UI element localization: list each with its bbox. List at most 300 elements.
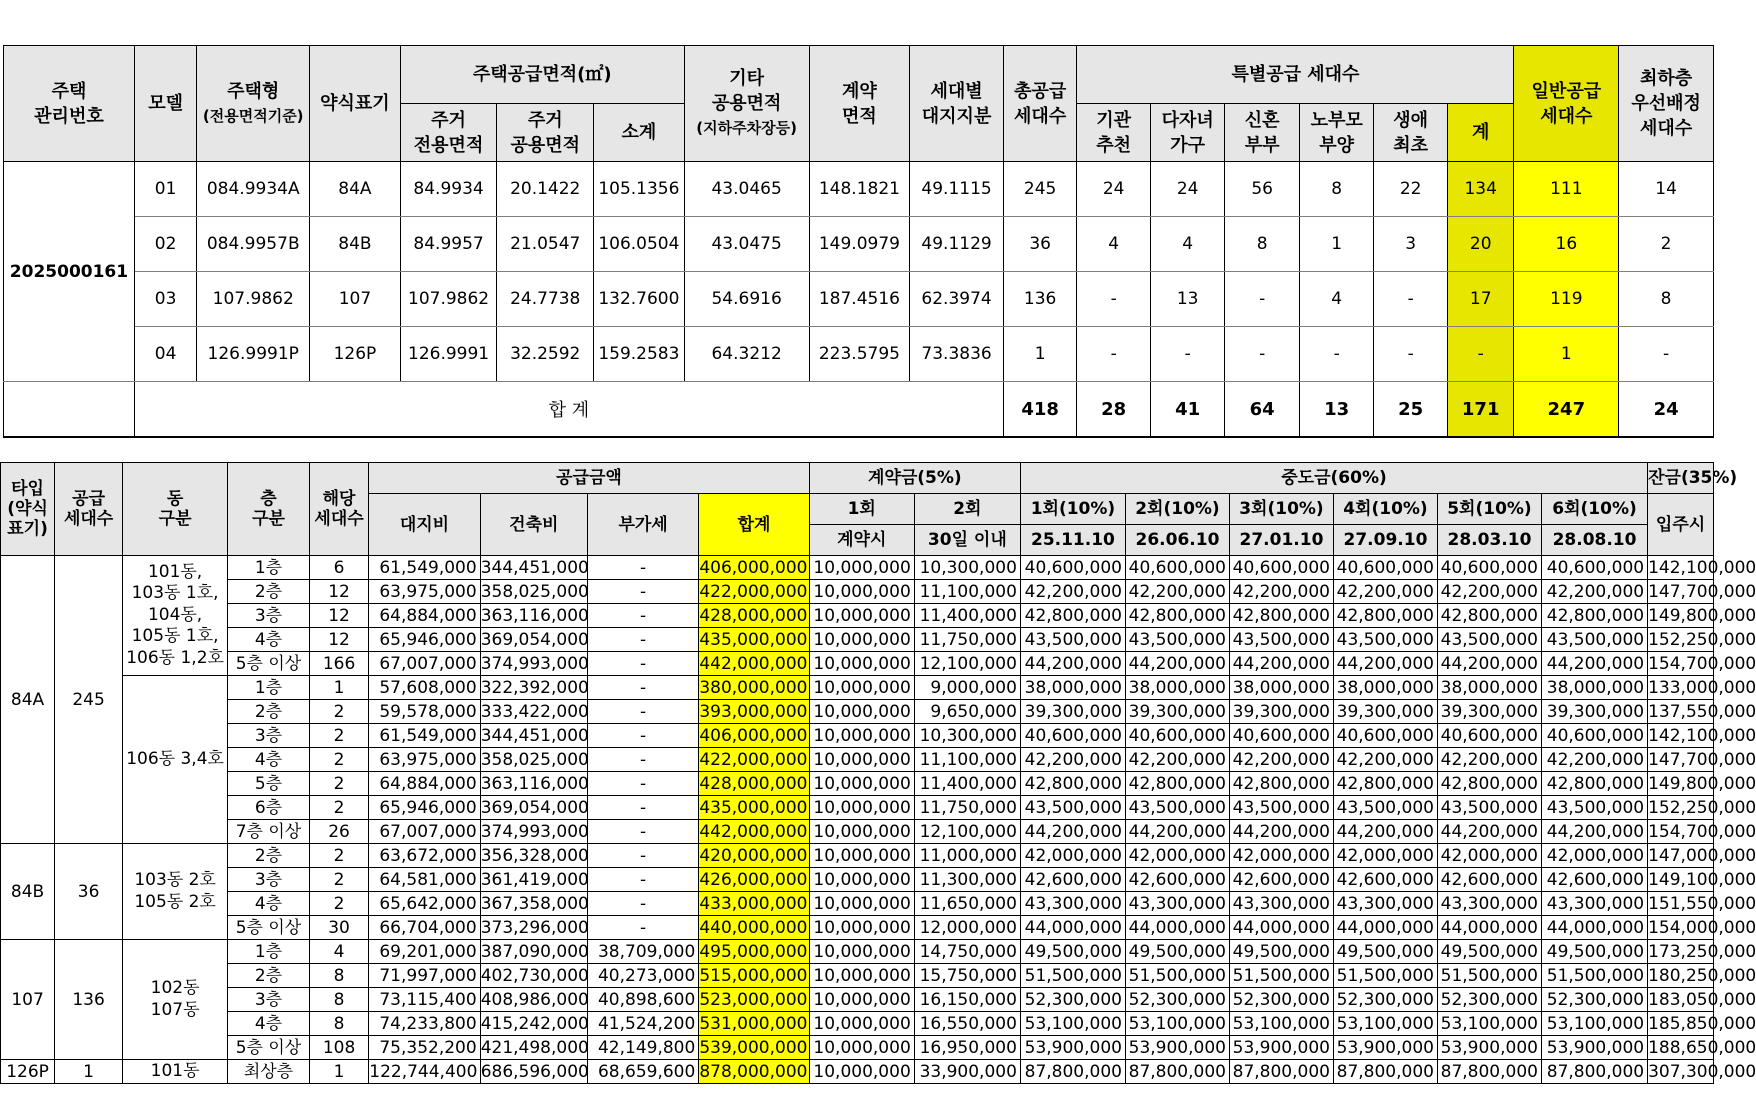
- price-row: [1, 676, 1714, 700]
- price-cell: 10,000,000: [809, 700, 914, 724]
- price-cell: -: [587, 844, 698, 868]
- price-cell: 8: [309, 988, 368, 1012]
- price-cell: -: [587, 916, 698, 940]
- model-cell: 245: [1003, 162, 1077, 217]
- price-cell: 108: [309, 1036, 368, 1060]
- price-cell: 154,700,000: [1648, 821, 1756, 842]
- price-row: [1, 724, 1714, 748]
- price-cell: 10,000,000: [809, 628, 914, 652]
- price-cell: -: [587, 700, 698, 724]
- price-cell: 166: [309, 652, 368, 676]
- header-mid-2: 2회(10%): [1125, 494, 1229, 525]
- sum-cell: 171: [1447, 382, 1514, 438]
- model-cell: 119: [1514, 272, 1619, 327]
- price-cell: 42,800,000: [1437, 604, 1541, 628]
- header-supply-area: 주택공급면적(㎡): [400, 46, 684, 104]
- price-cell: 10,000,000: [809, 988, 914, 1012]
- model-cell: 03: [134, 272, 196, 327]
- model-cell: 105.1356: [594, 162, 685, 217]
- price-cell: 44,200,000: [1437, 652, 1541, 676]
- model-cell: -: [1374, 327, 1448, 382]
- price-cell: -: [587, 868, 698, 892]
- price-cell: 10,000,000: [809, 724, 914, 748]
- price-cell: 67,007,000: [369, 820, 480, 844]
- header-mid-date-6: 28.08.10: [1541, 525, 1647, 556]
- price-cell: 421,498,000: [480, 1037, 589, 1058]
- model-cell: -: [1150, 327, 1225, 382]
- price-cell: 38,000,000: [1229, 676, 1333, 700]
- price-cell: 40,600,000: [1541, 556, 1647, 580]
- price-row: [1, 1012, 1714, 1036]
- price-cell: 53,900,000: [1541, 1036, 1647, 1060]
- price-cell: 147,000,000: [1648, 845, 1756, 866]
- price-cell: 39,300,000: [1333, 700, 1437, 724]
- price-cell: 43,300,000: [1333, 892, 1437, 916]
- price-row: [1, 844, 1714, 868]
- price-cell: 49,500,000: [1437, 940, 1541, 964]
- price-cell: 8: [309, 964, 368, 988]
- price-cell: 44,000,000: [1229, 916, 1333, 940]
- model-cell: 107.9862: [197, 272, 310, 327]
- price-cell: 43,300,000: [1541, 892, 1647, 916]
- price-cell: 40,600,000: [1437, 724, 1541, 748]
- price-cell: 393,000,000: [699, 701, 808, 722]
- price-cell: 53,900,000: [1333, 1036, 1437, 1060]
- model-cell: 84A: [310, 162, 401, 217]
- price-cell: 10,000,000: [809, 892, 914, 916]
- price-cell: 38,000,000: [1541, 676, 1647, 700]
- price-cell: 322,392,000: [480, 677, 589, 698]
- model-cell: 149.0979: [809, 217, 910, 272]
- price-cell: 10,000,000: [809, 1012, 914, 1036]
- price-cell: 2: [309, 772, 368, 796]
- price-cell: 363,116,000: [480, 773, 589, 794]
- price-cell: 44,000,000: [1020, 916, 1125, 940]
- model-cell: 36: [1003, 217, 1077, 272]
- model-cell: 43.0475: [684, 217, 809, 272]
- price-cell: 10,000,000: [809, 964, 914, 988]
- price-cell: 43,500,000: [1437, 628, 1541, 652]
- price-cell: 49,500,000: [1020, 940, 1125, 964]
- model-cell: 17: [1447, 272, 1514, 327]
- price-cell: 356,328,000: [480, 845, 589, 866]
- model-cell: 22: [1374, 162, 1448, 217]
- price-cell: 33,900,000: [914, 1060, 1020, 1084]
- price-cell: 26: [309, 820, 368, 844]
- price-cell: 42,149,800: [587, 1036, 698, 1060]
- price-cell: 43,300,000: [1437, 892, 1541, 916]
- price-row: [1, 820, 1714, 844]
- price-cell: 14,750,000: [914, 940, 1020, 964]
- price-cell: 11,300,000: [914, 868, 1020, 892]
- model-cell: -: [1619, 327, 1714, 382]
- price-cell: 2: [309, 844, 368, 868]
- model-cell: 56: [1225, 162, 1300, 217]
- price-cell: -: [587, 892, 698, 916]
- price-cell: 180,250,000: [1648, 965, 1756, 986]
- header-deposit: 계약금(5%): [809, 463, 1020, 494]
- price-cell: 539,000,000: [699, 1037, 808, 1058]
- price-cell: 2: [309, 868, 368, 892]
- price-cell: 2: [309, 796, 368, 820]
- model-cell: 49.1115: [910, 162, 1004, 217]
- sum-cell: 25: [1374, 382, 1448, 438]
- header-lowest-floor: 최하층 우선배정 세대수: [1619, 46, 1714, 162]
- price-cell: 11,100,000: [914, 580, 1020, 604]
- sum-cell: 41: [1150, 382, 1225, 438]
- price-cell: 137,550,000: [1648, 701, 1756, 722]
- price-cell: 59,578,000: [369, 700, 480, 724]
- price-cell: 307,300,000: [1648, 1061, 1756, 1082]
- model-cell: 8: [1225, 217, 1300, 272]
- price-cell: 149,800,000: [1648, 605, 1756, 626]
- header-land-share: 세대별 대지지분: [910, 46, 1004, 162]
- price-cell: 43,500,000: [1541, 628, 1647, 652]
- price-cell: 42,200,000: [1125, 748, 1229, 772]
- price-cell: 10,300,000: [914, 556, 1020, 580]
- price-cell: 152,250,000: [1648, 629, 1756, 650]
- price-cell: 1: [309, 1060, 368, 1084]
- price-cell: 43,500,000: [1541, 796, 1647, 820]
- price-cell: 42,200,000: [1437, 580, 1541, 604]
- model-cell: -: [1447, 327, 1514, 382]
- price-cell: 10,000,000: [809, 940, 914, 964]
- header-mid-1: 1회(10%): [1020, 494, 1125, 525]
- price-cell: 1층: [228, 556, 310, 580]
- header-other-common-sub: (지하주차장등): [696, 119, 797, 137]
- price-cell: 10,000,000: [809, 1060, 914, 1084]
- price-cell: 408,986,000: [480, 989, 589, 1010]
- price-cell: 440,000,000: [699, 917, 808, 938]
- model-cell: 111: [1514, 162, 1619, 217]
- model-cell: 134: [1447, 162, 1514, 217]
- price-cell: 9,000,000: [914, 676, 1020, 700]
- header-res-excl: 주거 전용면적: [400, 104, 497, 162]
- building-cell: 103동 2호 105동 2호: [123, 844, 228, 940]
- header-house-type-sub: (전용면적기준): [202, 106, 304, 125]
- price-cell: 61,549,000: [369, 724, 480, 748]
- price-row: [1, 580, 1714, 604]
- price-cell: 15,750,000: [914, 964, 1020, 988]
- header-special-supply: 특별공급 세대수: [1077, 46, 1514, 104]
- sum-cell: 247: [1514, 382, 1619, 438]
- price-cell: 369,054,000: [480, 629, 589, 650]
- price-cell: 51,500,000: [1125, 964, 1229, 988]
- price-cell: 5층 이상: [228, 1036, 310, 1060]
- building-cell: 106동 3,4호: [123, 676, 228, 844]
- price-cell: 53,900,000: [1125, 1036, 1229, 1060]
- model-cell: 04: [134, 327, 196, 382]
- price-cell: 44,000,000: [1125, 916, 1229, 940]
- price-cell: 531,000,000: [699, 1013, 808, 1034]
- price-cell: 12,100,000: [914, 820, 1020, 844]
- price-cell: 43,500,000: [1229, 796, 1333, 820]
- price-cell: 52,300,000: [1333, 988, 1437, 1012]
- price-cell: 64,884,000: [369, 772, 480, 796]
- price-cell: 43,500,000: [1020, 796, 1125, 820]
- price-cell: 11,650,000: [914, 892, 1020, 916]
- price-cell: 426,000,000: [699, 869, 808, 890]
- price-cell: 12,000,000: [914, 916, 1020, 940]
- price-cell: 4층: [228, 1012, 310, 1036]
- model-cell: 4: [1299, 272, 1374, 327]
- supply-cell: 1: [55, 1060, 123, 1084]
- price-row: [1, 940, 1714, 964]
- model-cell: -: [1077, 272, 1151, 327]
- model-cell: 107.9862: [400, 272, 497, 327]
- header-institution: 기관 추천: [1077, 104, 1151, 162]
- price-cell: 51,500,000: [1229, 964, 1333, 988]
- price-row: [1, 916, 1714, 940]
- price-cell: 87,800,000: [1229, 1060, 1333, 1084]
- model-cell: 148.1821: [809, 162, 910, 217]
- sum-cell: 13: [1299, 382, 1374, 438]
- price-cell: 40,600,000: [1229, 724, 1333, 748]
- price-cell: 149,100,000: [1648, 869, 1756, 890]
- price-cell: 12,100,000: [914, 652, 1020, 676]
- price-cell: 64,581,000: [369, 868, 480, 892]
- price-cell: 39,300,000: [1020, 700, 1125, 724]
- price-cell: 42,000,000: [1437, 844, 1541, 868]
- price-cell: 12: [309, 628, 368, 652]
- model-cell: 49.1129: [910, 217, 1004, 272]
- model-cell: 02: [134, 217, 196, 272]
- building-cell: 101동, 103동 1호, 104동, 105동 1호, 106동 1,2호: [123, 556, 228, 676]
- price-cell: 38,709,000: [587, 940, 698, 964]
- model-cell: 126.9991P: [197, 327, 310, 382]
- price-cell: 49,500,000: [1541, 940, 1647, 964]
- model-cell: -: [1374, 272, 1448, 327]
- price-cell: 44,000,000: [1541, 916, 1647, 940]
- price-cell: 428,000,000: [699, 605, 808, 626]
- price-cell: 74,233,800: [369, 1012, 480, 1036]
- price-cell: 42,000,000: [1020, 844, 1125, 868]
- header-dep1-when: 계약시: [809, 525, 914, 556]
- price-cell: 52,300,000: [1229, 988, 1333, 1012]
- header-floor: 층 구분: [228, 463, 310, 556]
- price-cell: 42,200,000: [1125, 580, 1229, 604]
- price-cell: 686,596,000: [480, 1061, 589, 1082]
- price-cell: 38,000,000: [1020, 676, 1125, 700]
- type-cell: 107: [1, 940, 55, 1060]
- price-cell: 495,000,000: [699, 941, 808, 962]
- price-cell: 52,300,000: [1020, 988, 1125, 1012]
- price-cell: 154,700,000: [1648, 653, 1756, 674]
- price-cell: 30: [309, 916, 368, 940]
- price-cell: -: [587, 652, 698, 676]
- price-row: [1, 700, 1714, 724]
- price-cell: 10,000,000: [809, 868, 914, 892]
- price-cell: 10,000,000: [809, 652, 914, 676]
- price-cell: 402,730,000: [480, 965, 589, 986]
- price-cell: 87,800,000: [1020, 1060, 1125, 1084]
- price-cell: 2: [309, 892, 368, 916]
- price-cell: 52,300,000: [1541, 988, 1647, 1012]
- price-cell: 42,600,000: [1229, 868, 1333, 892]
- price-cell: 43,500,000: [1020, 628, 1125, 652]
- price-cell: 1층: [228, 940, 310, 964]
- model-cell: 159.2583: [594, 327, 685, 382]
- price-cell: 69,201,000: [369, 940, 480, 964]
- price-cell: 4층: [228, 892, 310, 916]
- price-cell: 42,200,000: [1333, 580, 1437, 604]
- model-cell: 223.5795: [809, 327, 910, 382]
- model-cell: -: [1077, 327, 1151, 382]
- sum-label: 합 계: [134, 382, 1003, 438]
- price-cell: 11,750,000: [914, 628, 1020, 652]
- header-special-total: 계: [1447, 104, 1514, 162]
- price-cell: 87,800,000: [1437, 1060, 1541, 1084]
- model-row: [4, 162, 1714, 217]
- price-row: [1, 1036, 1714, 1060]
- price-row: [1, 748, 1714, 772]
- price-cell: 4층: [228, 628, 310, 652]
- price-cell: 344,451,000: [480, 725, 589, 746]
- model-cell: 01: [134, 162, 196, 217]
- price-cell: 71,997,000: [369, 964, 480, 988]
- house-no-cell: 2025000161: [4, 162, 135, 382]
- price-cell: 2층: [228, 580, 310, 604]
- price-row: [1, 1060, 1714, 1084]
- price-cell: 42,000,000: [1125, 844, 1229, 868]
- price-cell: -: [587, 772, 698, 796]
- price-cell: 42,600,000: [1020, 868, 1125, 892]
- header-other-common: [684, 46, 809, 162]
- price-cell: 최상층: [228, 1060, 310, 1084]
- price-cell: 363,116,000: [480, 605, 589, 626]
- price-cell: 147,700,000: [1648, 581, 1756, 602]
- model-cell: 24: [1077, 162, 1151, 217]
- model-cell: 54.6916: [684, 272, 809, 327]
- price-cell: 42,200,000: [1020, 748, 1125, 772]
- price-cell: 11,000,000: [914, 844, 1020, 868]
- sum-cell: 24: [1619, 382, 1714, 438]
- price-cell: 42,200,000: [1229, 748, 1333, 772]
- price-cell: 2층: [228, 700, 310, 724]
- model-row: [4, 327, 1714, 382]
- header-supply-price: 공급금액: [369, 463, 809, 494]
- price-cell: 523,000,000: [699, 989, 808, 1010]
- model-cell: 84B: [310, 217, 401, 272]
- model-cell: -: [1225, 327, 1300, 382]
- supply-cell: 136: [55, 940, 123, 1060]
- header-dep2-when: 30일 이내: [914, 525, 1020, 556]
- price-cell: 142,100,000: [1648, 557, 1756, 578]
- price-cell: 63,975,000: [369, 748, 480, 772]
- header-supply-units: 공급 세대수: [55, 463, 123, 556]
- price-cell: 42,800,000: [1125, 772, 1229, 796]
- price-cell: 40,273,000: [587, 964, 698, 988]
- model-cell: -: [1225, 272, 1300, 327]
- price-cell: 42,600,000: [1437, 868, 1541, 892]
- price-cell: 49,500,000: [1125, 940, 1229, 964]
- price-cell: 43,500,000: [1437, 796, 1541, 820]
- price-cell: 16,550,000: [914, 1012, 1020, 1036]
- price-cell: 188,650,000: [1648, 1037, 1756, 1058]
- price-cell: 122,744,400: [369, 1060, 480, 1084]
- price-cell: 380,000,000: [699, 677, 808, 698]
- price-cell: 10,000,000: [809, 604, 914, 628]
- price-cell: 1: [309, 676, 368, 700]
- header-mid-date-5: 28.03.10: [1437, 525, 1541, 556]
- price-cell: 3층: [228, 868, 310, 892]
- price-cell: 42,800,000: [1125, 604, 1229, 628]
- price-cell: 152,250,000: [1648, 797, 1756, 818]
- building-cell: 101동: [123, 1060, 228, 1084]
- header-type: 타입 (약식 표기): [1, 463, 55, 556]
- model-cell: 136: [1003, 272, 1077, 327]
- price-cell: 42,000,000: [1541, 844, 1647, 868]
- header-res-common: 주거 공용면적: [497, 104, 594, 162]
- header-mid-date-1: 25.11.10: [1020, 525, 1125, 556]
- price-cell: 53,900,000: [1437, 1036, 1541, 1060]
- price-cell: 358,025,000: [480, 749, 589, 770]
- price-cell: 367,358,000: [480, 893, 589, 914]
- header-units: 해당 세대수: [309, 463, 368, 556]
- supply-area-table: [3, 45, 1714, 438]
- price-cell: 40,600,000: [1020, 724, 1125, 748]
- header-dep2: 2회: [914, 494, 1020, 525]
- price-cell: 42,800,000: [1020, 604, 1125, 628]
- sum-cell: 64: [1225, 382, 1300, 438]
- header-house-type-label: 주택형: [227, 80, 280, 102]
- price-cell: 344,451,000: [480, 557, 589, 578]
- price-cell: -: [587, 628, 698, 652]
- price-cell: 10,000,000: [809, 772, 914, 796]
- price-cell: 435,000,000: [699, 797, 808, 818]
- price-cell: 12: [309, 580, 368, 604]
- price-cell: 53,100,000: [1541, 1012, 1647, 1036]
- model-cell: 107: [310, 272, 401, 327]
- model-cell: 24.7738: [497, 272, 594, 327]
- header-total: 합계: [699, 494, 809, 556]
- price-cell: -: [587, 604, 698, 628]
- price-cell: 61,549,000: [369, 556, 480, 580]
- price-cell: 10,000,000: [809, 580, 914, 604]
- header-mid-date-2: 26.06.10: [1125, 525, 1229, 556]
- price-cell: 374,993,000: [480, 653, 589, 674]
- model-cell: 13: [1150, 272, 1225, 327]
- header-mid-date-4: 27.09.10: [1333, 525, 1437, 556]
- sum-row: [4, 382, 1714, 438]
- price-cell: 57,608,000: [369, 676, 480, 700]
- header-dep1: 1회: [809, 494, 914, 525]
- model-cell: 64.3212: [684, 327, 809, 382]
- price-cell: 10,300,000: [914, 724, 1020, 748]
- price-cell: 39,300,000: [1125, 700, 1229, 724]
- price-cell: 68,659,600: [587, 1060, 698, 1084]
- price-cell: 422,000,000: [699, 749, 808, 770]
- header-parents: 노부모 부양: [1299, 104, 1374, 162]
- price-cell: 44,200,000: [1541, 820, 1647, 844]
- price-cell: 43,300,000: [1229, 892, 1333, 916]
- price-cell: 65,642,000: [369, 892, 480, 916]
- price-cell: 53,100,000: [1333, 1012, 1437, 1036]
- price-cell: 10,000,000: [809, 844, 914, 868]
- price-cell: 42,200,000: [1541, 580, 1647, 604]
- price-cell: 147,700,000: [1648, 749, 1756, 770]
- price-cell: 8: [309, 1012, 368, 1036]
- model-cell: 8: [1299, 162, 1374, 217]
- price-cell: 44,200,000: [1541, 652, 1647, 676]
- price-cell: 406,000,000: [699, 725, 808, 746]
- header-mid-4: 4회(10%): [1333, 494, 1437, 525]
- price-cell: 38,000,000: [1437, 676, 1541, 700]
- model-cell: 20: [1447, 217, 1514, 272]
- price-cell: 51,500,000: [1020, 964, 1125, 988]
- price-cell: 11,750,000: [914, 796, 1020, 820]
- model-cell: 126P: [310, 327, 401, 382]
